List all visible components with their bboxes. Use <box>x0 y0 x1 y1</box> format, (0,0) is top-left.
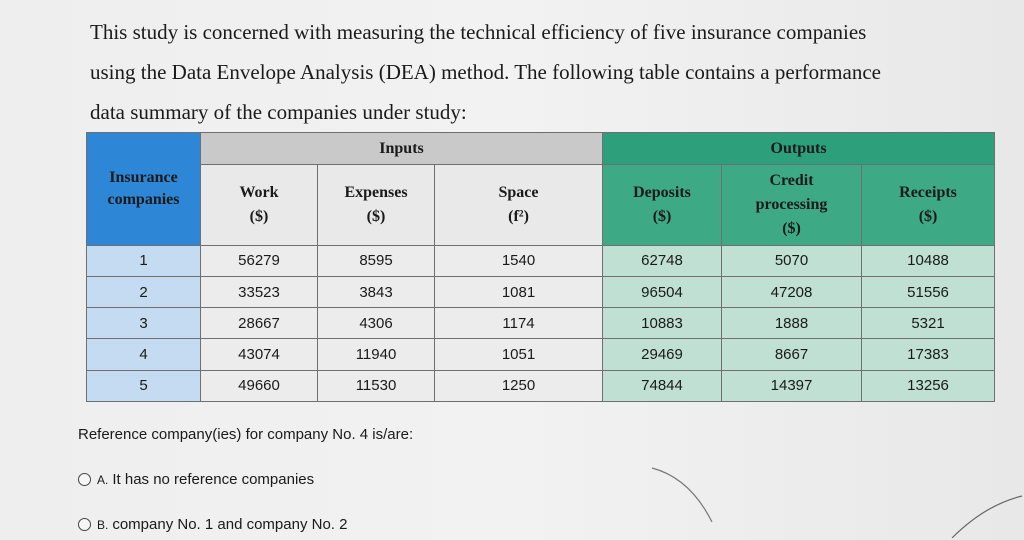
header-credit-label1: Credit <box>769 172 814 190</box>
header-space-unit: (f²) <box>508 208 529 226</box>
work-cell: 43074 <box>201 339 318 370</box>
header-company-line1: Insurance <box>109 168 178 186</box>
header-work-label: Work <box>239 184 279 202</box>
option-a-letter: A. <box>97 472 109 487</box>
receipts-cell: 51556 <box>862 277 995 308</box>
intro-line-1: This study is concerned with measuring the technical efficiency of five insurance companies <box>90 20 867 44</box>
work-cell: 28667 <box>201 308 318 339</box>
header-company-line2: companies <box>107 190 180 208</box>
deposits-cell: 10883 <box>603 308 722 339</box>
company-number: 5 <box>87 370 201 401</box>
work-cell: 49660 <box>201 370 318 401</box>
space-cell: 1250 <box>435 370 603 401</box>
deposits-cell: 29469 <box>603 339 722 370</box>
option-b-text: company No. 1 and company No. 2 <box>112 516 348 533</box>
space-cell: 1540 <box>435 245 603 276</box>
work-cell: 56279 <box>201 245 318 276</box>
header-receipts-unit: ($) <box>918 208 938 226</box>
option-b-letter: B. <box>97 517 109 532</box>
receipts-cell: 17383 <box>862 339 995 370</box>
space-cell: 1081 <box>435 277 603 308</box>
header-expenses-unit: ($) <box>366 208 386 226</box>
company-number: 2 <box>87 277 201 308</box>
space-cell: 1051 <box>435 339 603 370</box>
receipts-cell: 5321 <box>862 308 995 339</box>
receipts-cell: 10488 <box>862 245 995 276</box>
expenses-cell: 4306 <box>318 308 435 339</box>
deposits-cell: 74844 <box>603 370 722 401</box>
deposits-cell: 96504 <box>603 277 722 308</box>
credit-cell: 14397 <box>722 370 862 401</box>
header-work-unit: ($) <box>249 208 269 226</box>
header-inputs: Inputs <box>201 133 603 165</box>
header-deposits-label: Deposits <box>633 184 691 202</box>
deposits-cell: 62748 <box>603 245 722 276</box>
intro-line-2: using the Data Envelope Analysis (DEA) method. The following table contains a performance <box>90 60 881 84</box>
intro-line-3: data summary of the companies under study: <box>90 100 467 124</box>
header-deposits-unit: ($) <box>652 208 672 226</box>
header-space-label: Space <box>498 184 539 202</box>
company-number: 1 <box>87 245 201 276</box>
company-number: 3 <box>87 308 201 339</box>
expenses-cell: 8595 <box>318 245 435 276</box>
header-credit-label2: processing <box>755 196 828 214</box>
credit-cell: 5070 <box>722 245 862 276</box>
expenses-cell: 11530 <box>318 370 435 401</box>
header-credit-unit: ($) <box>782 220 801 238</box>
space-cell: 1174 <box>435 308 603 339</box>
header-expenses-label: Expenses <box>344 184 408 202</box>
question-prompt: Reference company(ies) for company No. 4 is/are: <box>78 426 414 443</box>
credit-cell: 1888 <box>722 308 862 339</box>
expenses-cell: 11940 <box>318 339 435 370</box>
credit-cell: 8667 <box>722 339 862 370</box>
pen-stroke-mark-right <box>952 496 1022 538</box>
header-outputs: Outputs <box>603 133 995 165</box>
expenses-cell: 3843 <box>318 277 435 308</box>
receipts-cell: 13256 <box>862 370 995 401</box>
company-number: 4 <box>87 339 201 370</box>
header-receipts-label: Receipts <box>899 184 957 202</box>
pen-stroke-mark <box>652 468 712 522</box>
option-a-text: It has no reference companies <box>112 471 315 488</box>
credit-cell: 47208 <box>722 277 862 308</box>
work-cell: 33523 <box>201 277 318 308</box>
